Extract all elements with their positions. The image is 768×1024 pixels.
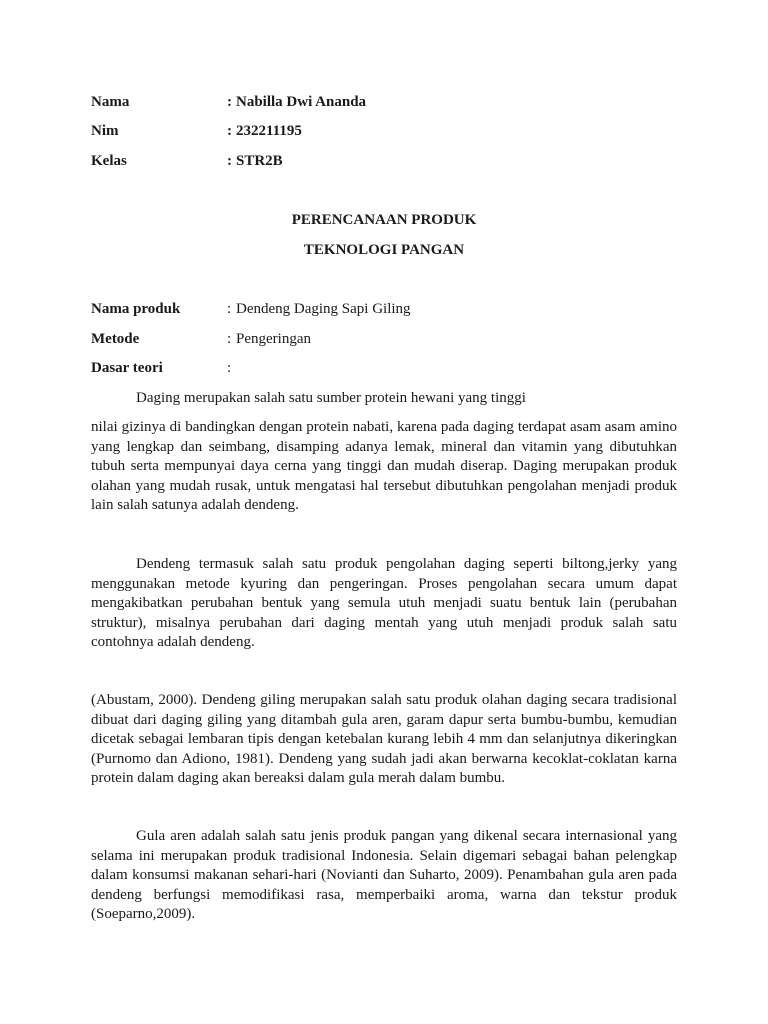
- nama-produk-value: Dendeng Daging Sapi Giling: [236, 301, 411, 317]
- metode-label: Metode: [91, 331, 140, 347]
- dasar-teori-colon: :: [227, 360, 232, 376]
- dasar-teori-label: Dasar teori: [91, 360, 163, 376]
- nim-label: Nim: [91, 123, 119, 139]
- paragraph-2: Dendeng termasuk salah satu produk pengolahan daging seperti biltong,jerky yang menggunakan metode kyuring dan pengeringan. Proses pengolahan secara umum dapat mengakibatkan perubahan bentuk yang semula utuh menjadi suatu bentuk lain (perubahan struktur), misalnya perubahan dari daging mentah yang utuh menjadi produk salah satu contohnya adalah dendeng.: [91, 556, 677, 650]
- nim-colon: :: [227, 123, 232, 139]
- nama-produk-colon: :: [227, 301, 232, 317]
- paragraph-1: nilai gizinya di bandingkan dengan protein nabati, karena pada daging terdapat asam asam amino yang lengkap dan seimbang, disamping adanya lemak, mineral dan vitamin yang dibutuhkan tubuh serta mempunyai daya cerna yang tinggi dan mudah diserap. Daging merupakan produk olahan yang mudah rusak, untuk mengatasi hal tersebut dibutuhkan pengolahan menjadi produk lain salah satunya adalah dendeng.: [91, 419, 677, 513]
- kelas-label: Kelas: [91, 153, 127, 169]
- nim-value: 232211195: [236, 123, 302, 139]
- kelas-colon: :: [227, 153, 232, 169]
- nama-label: Nama: [91, 94, 130, 110]
- paragraph-1-first-line: Daging merupakan salah satu sumber protein hewani yang tinggi: [136, 390, 526, 406]
- nama-value: Nabilla Dwi Ananda: [236, 94, 367, 110]
- paragraph-3: (Abustam, 2000). Dendeng giling merupakan salah satu produk olahan daging secara tradisional dibuat dari daging giling yang ditambah gula aren, garam dapur serta bumbu-bumbu, kemudian dicetak sebagai lembaran tipis dengan ketebalan kurang lebih 4 mm dan selanjutnya dikeringkan (Purnomo dan Adiono, 1981). Dendeng yang sudah jadi akan berwarna kecoklat-coklatan karna protein dalam daging akan bereaksi dalam gula merah dalam bumbu.: [91, 692, 677, 786]
- paragraph-4: Gula aren adalah salah satu jenis produk pangan yang dikenal secara internasional yang selama ini merupakan produk tradisional Indonesia. Selain digemari sebagai bahan pelengkap dalam konsumsi makanan sehari-hari (Novianti dan Suharto, 2009). Penambahan gula aren pada dendeng berfungsi memodifikasi rasa, memperbaiki aroma, warna dan tekstur produk (Soeparno,2009).: [91, 828, 677, 922]
- nama-produk-label: Nama produk: [91, 301, 181, 317]
- metode-colon: :: [227, 331, 232, 347]
- document-title-line2: TEKNOLOGI PANGAN: [303, 242, 465, 258]
- metode-value: Pengeringan: [236, 331, 311, 347]
- kelas-value: STR2B: [236, 153, 283, 169]
- document-title-line1: PERENCANAAN PRODUK: [291, 212, 477, 228]
- nama-colon: :: [227, 94, 232, 110]
